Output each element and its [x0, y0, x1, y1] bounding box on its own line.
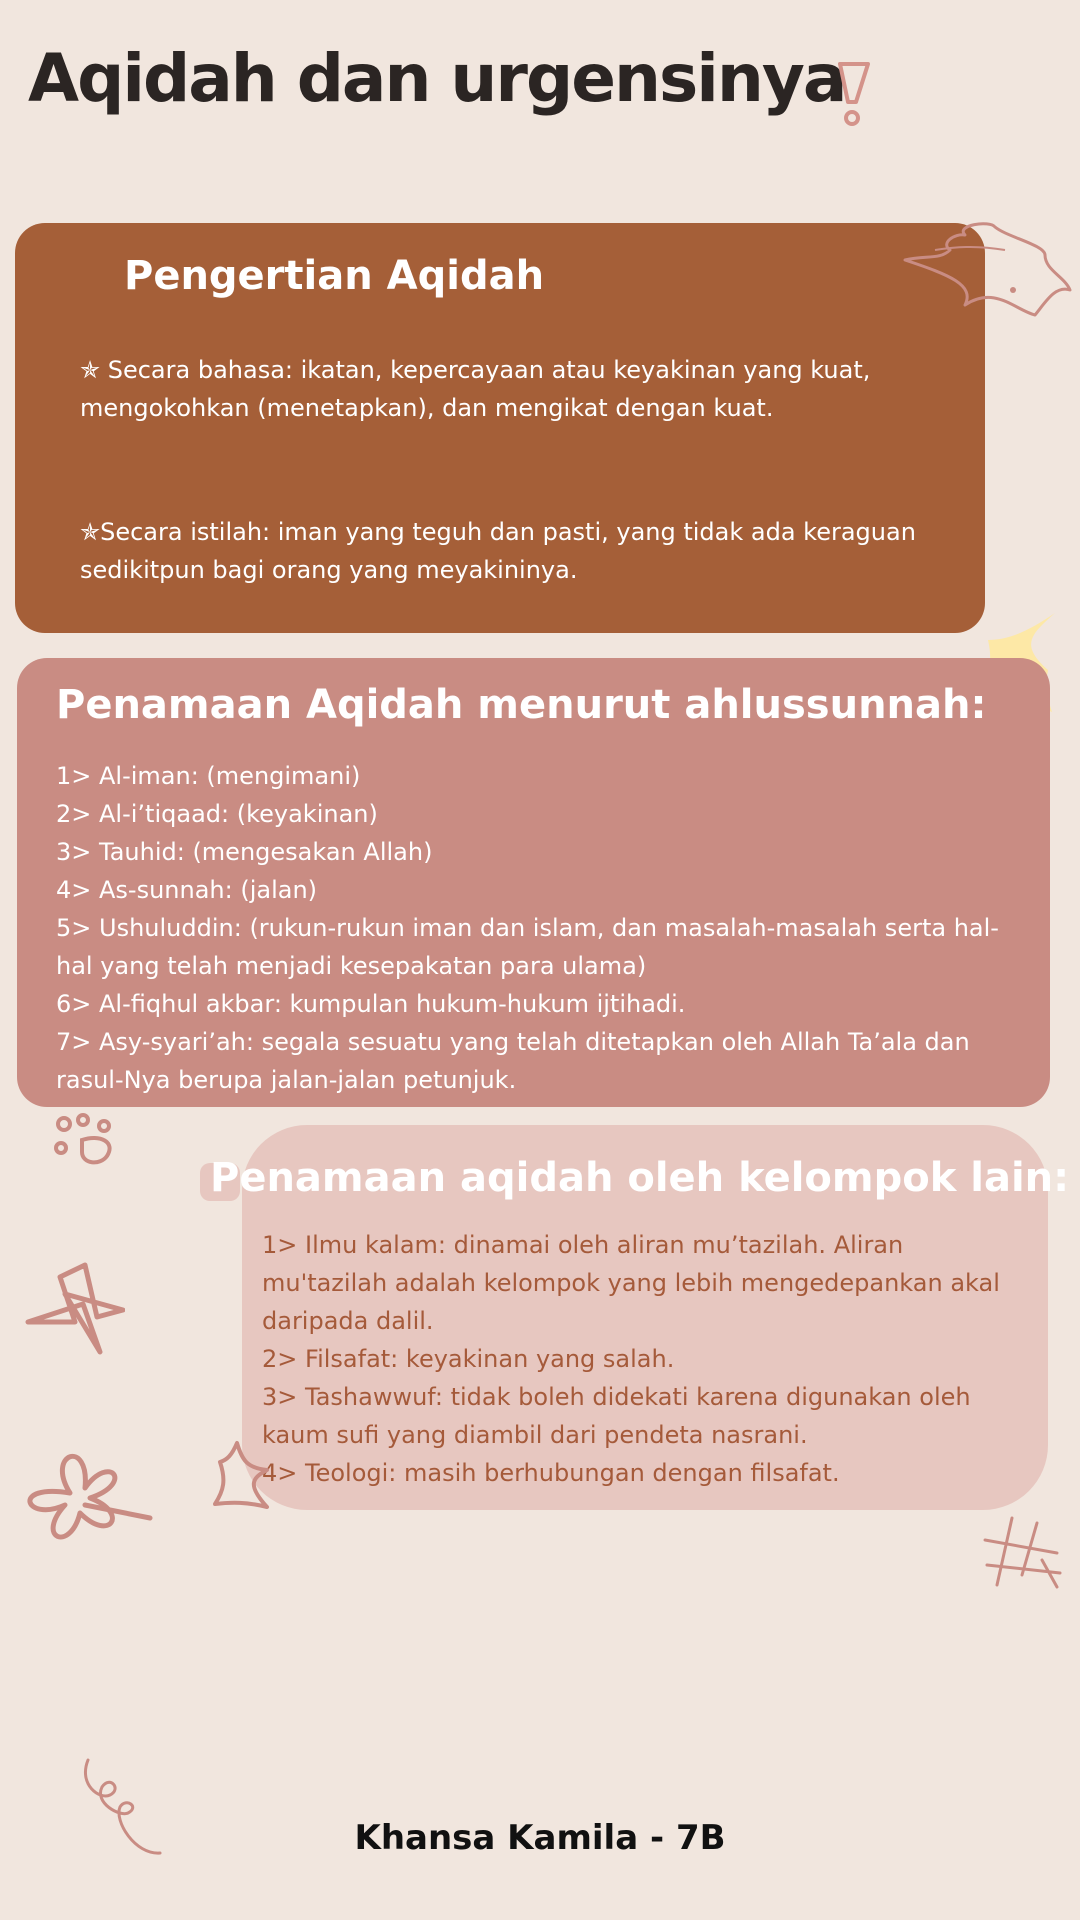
other-groups-list — [262, 1226, 1032, 1492]
list-item: 2> Al-i’tiqaad: (keyakinan) — [56, 800, 378, 828]
clover-icon — [15, 1443, 155, 1553]
page-title: Aqidah dan urgensinya — [28, 40, 846, 117]
list-item: 5> Ushuluddin: (rukun-rukun iman dan islam, dan masalah-masalah serta hal-hal yang telah menjadi kesepakatan para ulama) — [56, 914, 999, 980]
list-item: 3> Tashawwuf: tidak boleh didekati karena digunakan oleh kaum sufi yang diambil dari pendeta nasrani. — [262, 1383, 971, 1449]
list-item: 4> Teologi: masih berhubungan dengan filsafat. — [262, 1459, 840, 1487]
definition-bahasa-text: ✯ Secara bahasa: ikatan, kepercayaan atau keyakinan yang kuat, mengokohkan (menetapkan), dan mengikat dengan kuat. — [80, 356, 871, 422]
star-outline-icon — [25, 1262, 125, 1357]
list-item: 2> Filsafat: keyakinan yang salah. — [262, 1345, 675, 1373]
footer-author: Khansa Kamila - 7B — [354, 1818, 726, 1858]
naming-list — [56, 757, 1031, 1099]
naming-card — [17, 658, 1050, 1107]
sparkle-outline-icon — [212, 1440, 272, 1510]
scribble-star-icon — [895, 215, 1075, 345]
hashtag-doodle-icon — [982, 1515, 1062, 1590]
definition-card — [15, 223, 985, 633]
list-item: 7> Asy-syari’ah: segala sesuatu yang telah ditetapkan oleh Allah Ta’ala dan rasul-Nya berupa jalan-jalan petunjuk. — [56, 1028, 970, 1094]
naming-heading: Penamaan Aqidah menurut ahlussunnah: — [56, 682, 987, 728]
other-groups-heading-wrap — [200, 1155, 1069, 1209]
other-groups-heading: Penamaan aqidah oleh kelompok lain: — [210, 1155, 1070, 1201]
list-item: 1> Al-iman: (mengimani) — [56, 762, 361, 790]
list-item: 3> Tauhid: (mengesakan Allah) — [56, 838, 433, 866]
exclamation-icon — [834, 58, 874, 130]
dots-doodle-icon — [52, 1112, 122, 1172]
definition-heading: Pengertian Aqidah — [124, 253, 545, 299]
list-item: 1> Ilmu kalam: dinamai oleh aliran mu’tazilah. Aliran mu'tazilah adalah kelompok yang lebih mengedepankan akal daripada dalil. — [262, 1231, 1000, 1335]
definition-istilah-text: ✯Secara istilah: iman yang teguh dan pasti, yang tidak ada keraguan sedikitpun bagi orang yang meyakininya. — [80, 518, 916, 584]
list-item: 6> Al-fiqhul akbar: kumpulan hukum-hukum ijtihadi. — [56, 990, 686, 1018]
list-item: 4> As-sunnah: (jalan) — [56, 876, 318, 904]
